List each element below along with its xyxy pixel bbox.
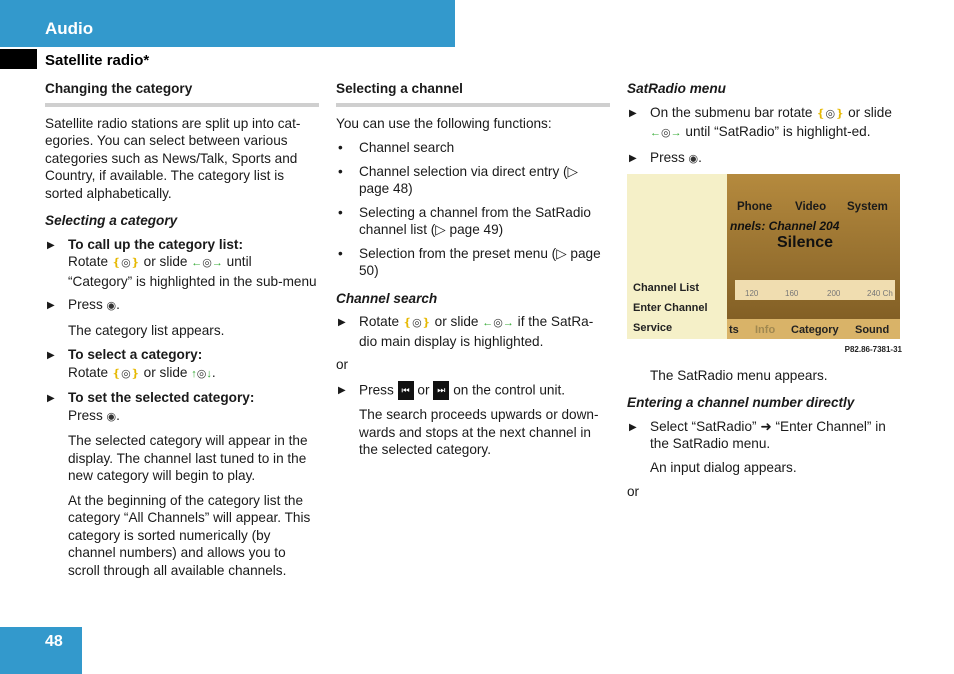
- list-item: • Selecting a channel from the SatRadio channel list (▷ page 49): [336, 204, 610, 239]
- list-item: • Selection from the preset menu (▷ page 50): [336, 245, 610, 280]
- screen-channel-scale: [735, 280, 895, 300]
- screen-tab-phone: Phone: [737, 201, 773, 213]
- step-call-category-list: ▶ To call up the category list: Rotate ❴◎❵ or slide ←◎→ until “Category” is highlighted in the sub-menu: [45, 236, 319, 291]
- section-title: Satellite radio*: [45, 52, 150, 69]
- screen-channel-label: nnels: Channel 204: [730, 219, 840, 233]
- subheading-enter-channel: Entering a channel number directly: [627, 395, 855, 410]
- rotate-controller-icon: ❴◎❵: [816, 107, 845, 120]
- menu-item-channel-list: Channel List: [633, 282, 700, 294]
- or-text: or: [336, 357, 349, 372]
- slide-vertical-icon: ↑◎↓: [191, 367, 212, 380]
- scale-tick: 240 Ch: [867, 289, 893, 298]
- screen-info: Info: [755, 324, 776, 336]
- page-number: 48: [45, 633, 63, 650]
- press-controller-icon: ◉: [688, 152, 699, 165]
- screen-silence-label: Silence: [777, 234, 834, 251]
- subheading-selecting-category: Selecting a category: [45, 213, 178, 228]
- result-satradio-menu: The SatRadio menu appears.: [650, 367, 828, 383]
- rotate-controller-icon: ❴◎❵: [402, 317, 431, 329]
- slide-horizontal-icon: ←◎→: [191, 257, 223, 269]
- menu-item-enter-channel: Enter Channel: [633, 302, 708, 314]
- intro-text: Satellite radio stations are split up into cat-egories. You can select between various categories such as News/Talk, Sports and Country, if available. The category list is sorted alphabetically.: [45, 115, 301, 201]
- intro-text: You can use the following functions:: [336, 115, 552, 131]
- press-controller-icon: ◉: [106, 410, 117, 423]
- step-press-skip: ▶ Press ⏮ or ⏭ on the control unit.: [336, 381, 610, 401]
- page-title: Audio: [45, 19, 94, 38]
- skip-back-icon: ⏮: [398, 381, 414, 401]
- column-satradio-menu: [627, 80, 902, 508]
- result-category-list: The category list appears.: [68, 322, 225, 338]
- press-controller-icon: ◉: [106, 300, 117, 312]
- subheading-channel-search: Channel search: [336, 290, 438, 306]
- slide-horizontal-icon: ←◎→: [650, 127, 682, 139]
- rotate-controller-icon: ❴◎❵: [111, 367, 140, 380]
- menu-item-service: Service: [633, 322, 673, 334]
- step-submenu-rotate: ▶ On the submenu bar rotate ❴◎❵ or slide ←◎→ until “SatRadio” is highlight-ed.: [627, 104, 902, 143]
- arrow-right-icon: ➜: [760, 418, 772, 434]
- result-input-dialog: An input dialog appears.: [650, 459, 797, 475]
- step-press: ▶ Press ◉.: [45, 296, 319, 316]
- slide-horizontal-icon: ←◎→: [482, 317, 514, 329]
- or-text: or: [627, 484, 640, 499]
- screen-tab-video: Video: [795, 201, 827, 213]
- heading-selecting-channel: Selecting a channel: [336, 80, 610, 107]
- step-rotate-search: ▶ Rotate ❴◎❵ or slide ←◎→ if the SatRa-dio main display is highlighted.: [336, 313, 610, 350]
- step-select-category: ▶ To select a category: Rotate ❴◎❵ or slide ↑◎↓.: [45, 346, 319, 383]
- page-number-box: [0, 627, 82, 674]
- figure-reference: P82.86-7381-31: [844, 345, 902, 354]
- column-changing-category: [45, 80, 319, 586]
- column-selecting-channel: [336, 80, 610, 466]
- result-all-channels: At the beginning of the category list the category “All Channels” will appear. This category is sorted numerically (by channel numbers) and allows you to scroll through all available channels.: [68, 492, 311, 578]
- list-item: • Channel selection via direct entry (▷ page 48): [336, 163, 610, 198]
- list-item: • Channel search: [336, 139, 610, 157]
- step-select-enter-channel: ▶ Select “SatRadio” ➜ “Enter Channel” in the SatRadio menu.: [627, 418, 902, 453]
- scale-tick: 160: [785, 289, 799, 298]
- screen-bottom-left: ts: [729, 324, 739, 336]
- section-marker: [0, 49, 37, 69]
- step-set-category: ▶ To set the selected category: Press ◉.: [45, 389, 319, 426]
- heading-changing-category: Changing the category: [45, 80, 319, 107]
- skip-forward-icon: ⏭: [433, 381, 449, 401]
- scale-tick: 200: [827, 289, 841, 298]
- result-category-display: The selected category will appear in the display. The channel last tuned to in the new category will begin to play.: [68, 433, 308, 483]
- scale-tick: 120: [745, 289, 759, 298]
- satradio-screen-image: [627, 174, 900, 339]
- subheading-satradio-menu: SatRadio menu: [627, 81, 726, 96]
- screen-tab-system: System: [847, 201, 888, 213]
- screen-sound: Sound: [855, 324, 890, 336]
- result-search: The search proceeds upwards or down-wards and stops at the next channel in the selected category.: [359, 407, 599, 457]
- rotate-controller-icon: ❴◎❵: [111, 257, 140, 269]
- screen-category: Category: [791, 324, 839, 336]
- step-press: ▶ Press ◉.: [627, 149, 902, 169]
